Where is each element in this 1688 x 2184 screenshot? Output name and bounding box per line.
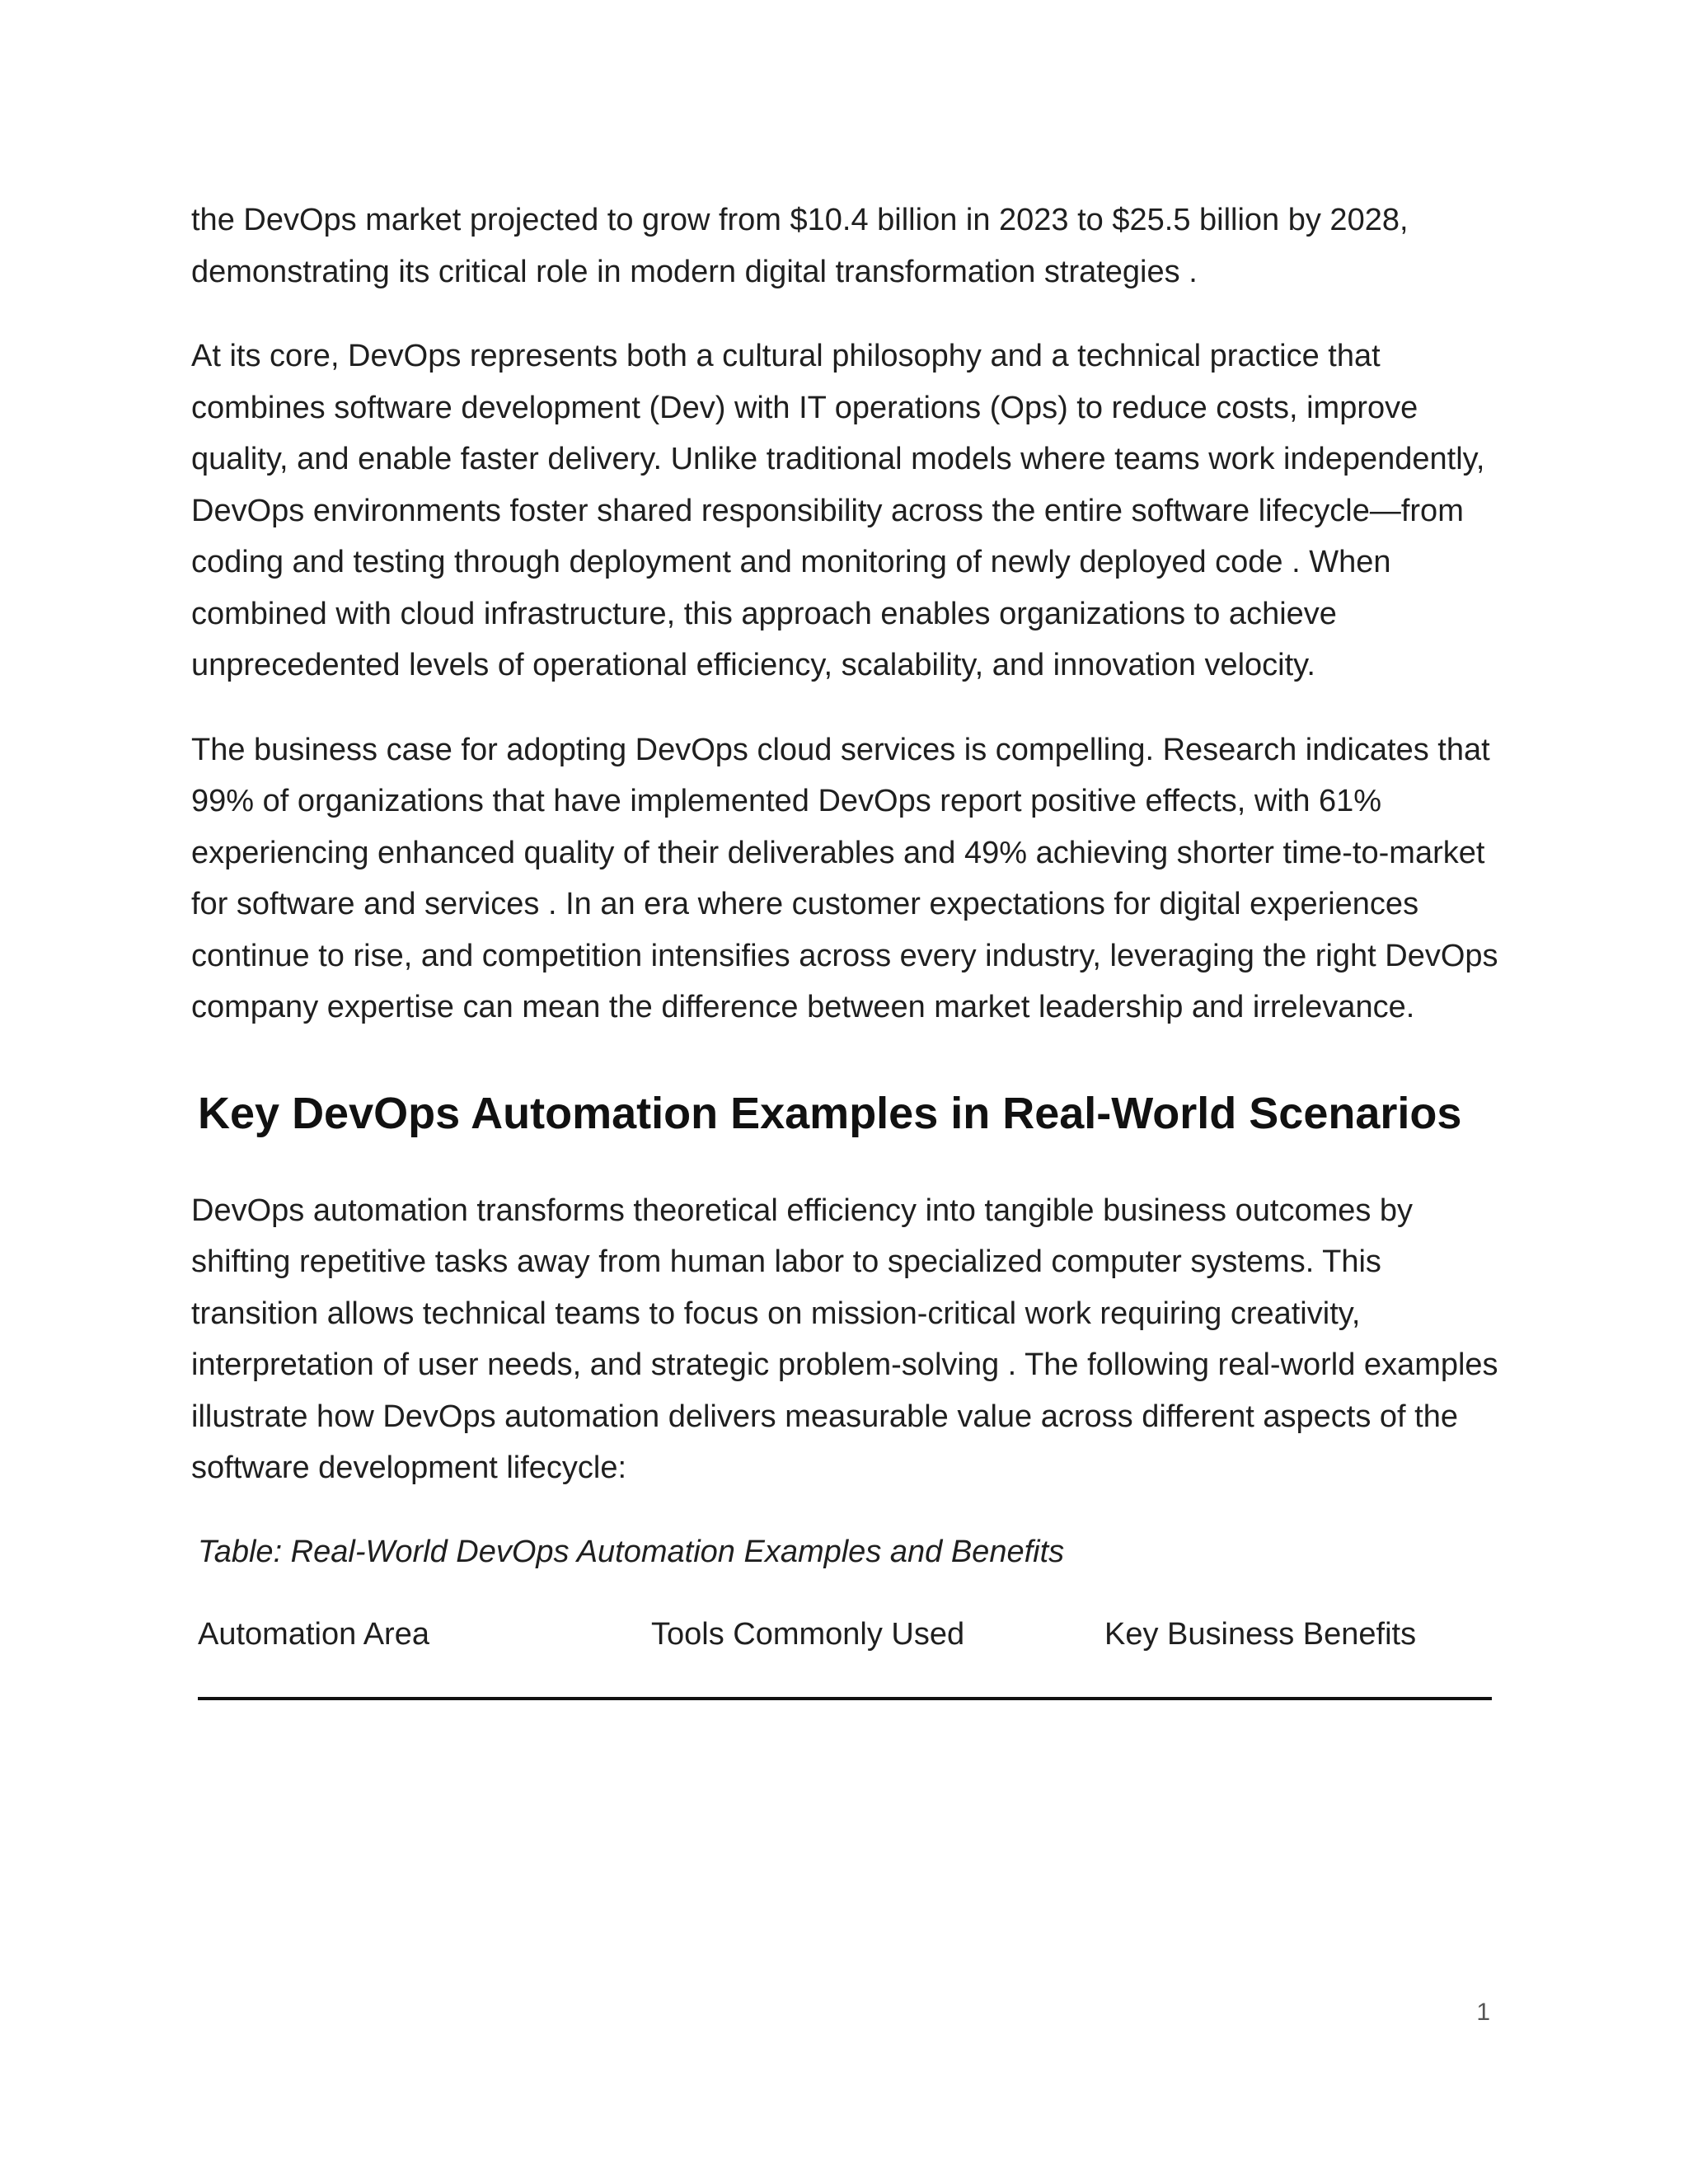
- table-header-row: [198, 1610, 1492, 1700]
- section-heading: Key DevOps Automation Examples in Real-World Scenarios: [198, 1088, 1462, 1138]
- column-header-automation-area: Automation Area: [198, 1616, 429, 1652]
- paragraph-automation-intro: DevOps automation transforms theoretical efficiency into tangible business outcomes by shifting repetitive tasks away from human labor to specialized computer systems. This transition allows technical teams to focus on mission-critical work requiring creativity, interpretation of user needs, and strategic problem-solving . The following real-world examples illustrate how DevOps automation delivers measurable value across different aspects of the software development lifecycle:: [191, 1193, 1498, 1485]
- paragraph-market-growth: the DevOps market projected to grow from $10.4 billion in 2023 to $25.5 billion by 2028, demonstrating its critical role in modern digital transformation strategies .: [191, 203, 1409, 289]
- paragraph-business-case: The business case for adopting DevOps cloud services is compelling. Research indicates that 99% of organizations that have implemented DevOps report positive effects, with 61% experiencing enhanced quality of their deliverables and 49% achieving shorter time-to-market for software and services . In an era where customer expectations for digital experiences continue to rise, and competition intensifies across every industry, leveraging the right DevOps company expertise can mean the difference between market leadership and irrelevance.: [191, 732, 1498, 1024]
- table-caption: Table: Real-World DevOps Automation Examples and Benefits: [198, 1534, 1065, 1569]
- paragraph-devops-core: At its core, DevOps represents both a cultural philosophy and a technical practice that combines software development (Dev) with IT operations (Ops) to reduce costs, improve quality, and enable faster delivery. Unlike traditional models where teams work independently, DevOps environments foster shared responsibility across the entire software lifecycle—from coding and testing through deployment and monitoring of newly deployed code . When combined with cloud infrastructure, this approach enables organizations to achieve unprecedented levels of operational efficiency, scalability, and innovation velocity.: [191, 339, 1485, 682]
- column-header-tools: Tools Commonly Used: [651, 1616, 965, 1652]
- column-header-benefits: Key Business Benefits: [1104, 1616, 1417, 1652]
- page-content: [191, 194, 1502, 1700]
- page-number: 1: [1476, 1999, 1490, 2026]
